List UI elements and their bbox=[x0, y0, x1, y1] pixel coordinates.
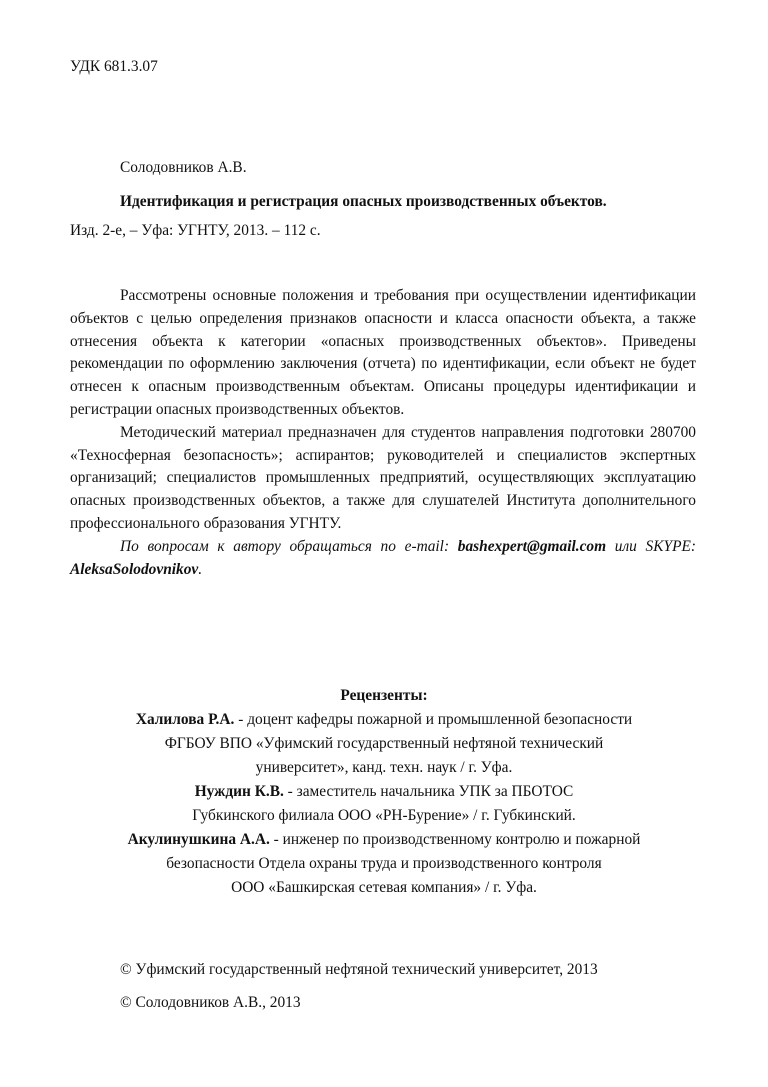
edition-info: Изд. 2-е, – Уфа: УГНТУ, 2013. – 112 с. bbox=[70, 222, 321, 239]
copyright-university: © Уфимский государственный нефтяной технический университет, 2013 bbox=[120, 961, 598, 978]
reviewer-3-line-1: - инженер по производственному контролю и пожарной bbox=[269, 831, 641, 848]
copyright-author: © Солодовников А.В., 2013 bbox=[120, 994, 301, 1011]
reviewer-2-line-1: - заместитель начальника УПК за ПБОТОС bbox=[283, 783, 574, 800]
contact-middle: или SKYPE: bbox=[606, 537, 697, 555]
abstract-paragraph-2: Методический материал предназначен для студентов направления подготовки 280700 «Техносферная безопасность»; аспирантов; руководителей и специалистов экспертных организаций; специалистов промышленных предприятий, осуществляющих эксплуатацию опасных производственных объектов, а также для слушателей Института дополнительного профессионального образования УГНТУ. bbox=[70, 423, 696, 532]
author-email: bashexpert@gmail.com bbox=[457, 537, 607, 555]
reviewer-1 bbox=[50, 708, 718, 732]
author-name: Солодовников А.В. bbox=[120, 159, 247, 176]
reviewers-heading: Рецензенты: bbox=[340, 687, 428, 704]
reviewer-3-line-2: безопасности Отдела охраны труда и производственного контроля bbox=[166, 855, 602, 872]
reviewer-2-line-2: Губкинского филиала ООО «РН-Бурение» / г. Губкинский. bbox=[192, 807, 576, 824]
reviewer-3-line-3: ООО «Башкирская сетевая компания» / г. Уфа. bbox=[231, 879, 537, 896]
contact-prefix: По вопросам к автору обращаться по e-mail: bbox=[120, 537, 458, 555]
reviewer-1-name: Халилова Р.А. bbox=[135, 711, 235, 728]
abstract bbox=[70, 285, 696, 581]
reviewer-1-line-1: - доцент кафедры пожарной и промышленной безопасности bbox=[234, 711, 633, 728]
contact-suffix: . bbox=[198, 560, 203, 578]
abstract-paragraph-1: Рассмотрены основные положения и требования при осуществлении идентификации объектов с целью определения признаков опасности и класса опасности объекта, а также отнесения объекта к категории «опасных производственных объектов». Приведены рекомендации по оформлению заключения (отчета) по идентификации, если объект не будет отнесен к опасным производственным объектам. Описаны процедуры идентификации и регистрации опасных производственных объектов. bbox=[70, 287, 696, 418]
contact-paragraph bbox=[70, 536, 696, 582]
reviewers-section bbox=[50, 684, 718, 900]
author-skype: AleksaSolodovnikov bbox=[70, 560, 199, 578]
book-title: Идентификация и регистрация опасных производственных объектов. bbox=[120, 193, 607, 210]
reviewer-1-line-3: университет», канд. техн. наук / г. Уфа. bbox=[255, 759, 513, 776]
reviewer-2-name: Нуждин К.В. bbox=[194, 783, 284, 800]
reviewer-3-name: Акулинушкина А.А. bbox=[127, 831, 270, 848]
reviewer-2 bbox=[50, 780, 718, 804]
reviewer-1-line-2: ФГБОУ ВПО «Уфимский государственный нефтяной технический bbox=[164, 735, 604, 752]
udc-code: УДК 681.3.07 bbox=[70, 58, 158, 75]
reviewer-3 bbox=[50, 828, 718, 852]
